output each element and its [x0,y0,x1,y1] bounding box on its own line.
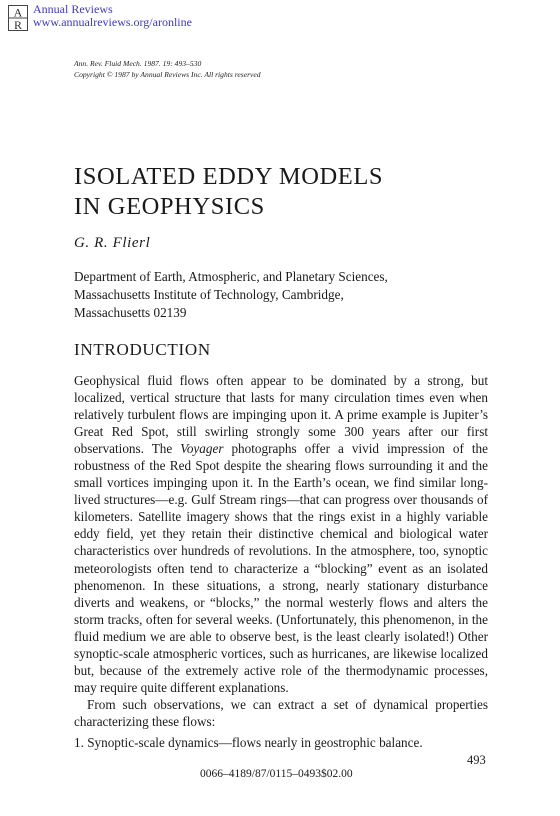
page-number: 493 [467,753,486,767]
body-text [74,372,488,751]
affiliation-line-2: Massachusetts Institute of Technology, Cambridge, [74,287,344,302]
section-heading: INTRODUCTION [74,340,211,359]
affiliation-line-1: Department of Earth, Atmospheric, and Planetary Sciences, [74,269,388,284]
svg-text:R: R [13,18,23,31]
publisher-url-link[interactable]: www.annualreviews.org/aronline [33,15,192,29]
annual-reviews-logo-icon [8,5,28,31]
citation-block [74,58,261,80]
citation-line: Ann. Rev. Fluid Mech. 1987. 19: 493–530 [74,59,202,68]
publisher-link[interactable]: Annual Reviews [33,2,113,16]
affiliation-line-3: Massachusetts 02139 [74,305,187,320]
paragraph-1-part-a: Geophysical fluid flows often appear to be dominated by a strong, but localized, vertical structure that lasts for many circulation times even when relatively turbulent flows are impinging upon it. A prime example is Jupiter’s Great Red Spot, still swirling strongly some 300 years after our first observations. The [74,373,488,457]
copyright-line: Copyright © 1987 by Annual Reviews Inc. All rights reserved [74,70,261,79]
list-item: 1. Synoptic-scale dynamics—flows nearly in geostrophic balance. [74,734,423,750]
author-name: G. R. Flierl [74,235,151,251]
title-line-2: IN GEOPHYSICS [74,193,265,220]
header-links [33,3,192,29]
voyager-emphasis: Voyager [180,441,224,457]
article-title [74,162,383,222]
article-code: 0066–4189/87/0115–0493$02.00 [200,768,353,780]
svg-text:A: A [13,5,23,20]
title-line-1: ISOLATED EDDY MODELS [74,163,384,190]
paragraph-1-part-b: photographs offer a vivid impression of the robustness of the Red Spot despite the shearing flows surrounding it and the small vortices impinging upon it. In the Earth’s ocean, we find similar long-lived structures—e.g. Gulf Stream rings—that can progress over thousands of kilometers. Satellite imagery shows that the rings exist in a highly variable eddy field, yet they retain their distinctive chemical and biological water characteristics over hundreds of revolutions. In the atmosphere, too, synoptic meteorologists often tend to characterize a “blocking” event as an isolated phenomenon. In these situations, a strong, nearly stationary disturbance diverts and weakens, or “blocks,” the normal westerly flows and alters the storm tracks, often for several weeks. (Unfortunately, this phenomenon, in the fluid medium we are able to observe best, is the least clearly isolated!) Other synoptic-scale atmospheric vortices, such as hurricanes, are likewise localized but, because of the extremely active role of the thermodynamic processes, may require quite different explanations. [74,441,488,695]
affiliation [74,268,388,322]
paragraph-1 [74,372,488,696]
paragraph-2: From such observations, we can extract a set of dynamical properties characterizing these flows: [74,696,488,729]
